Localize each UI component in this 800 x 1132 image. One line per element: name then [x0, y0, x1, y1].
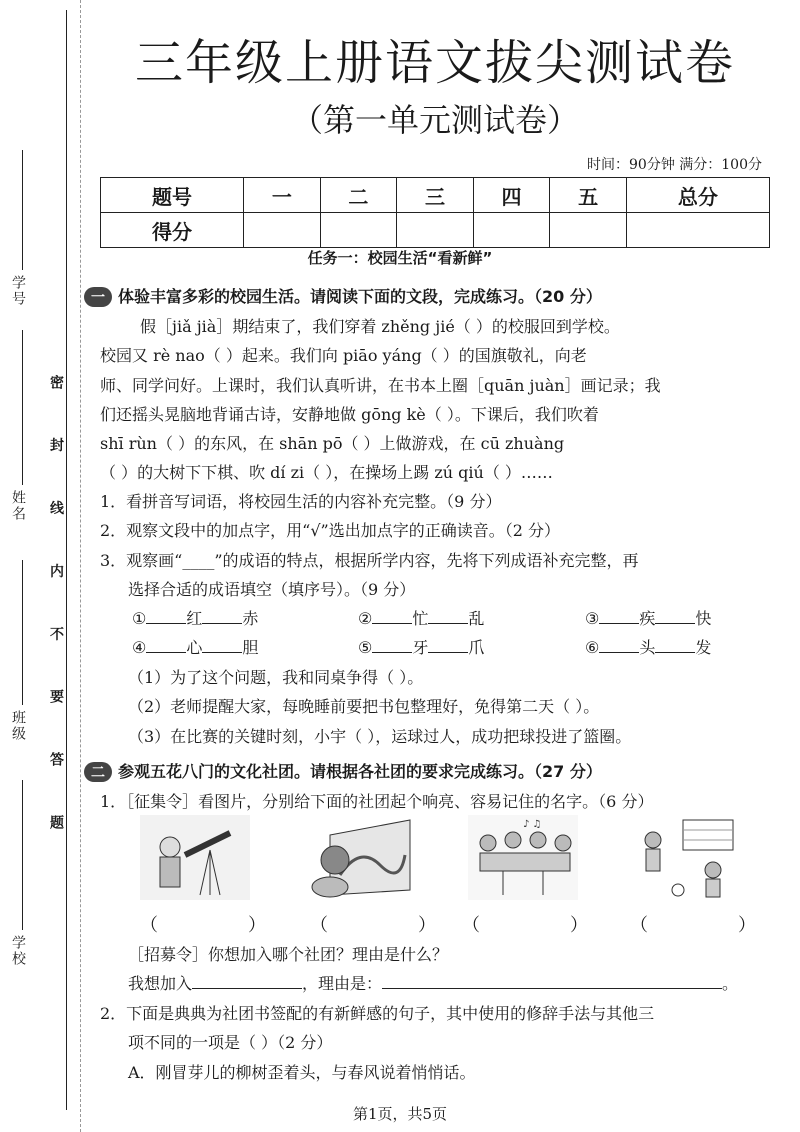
idiom-char: 乱 [468, 609, 485, 628]
idiom-blank[interactable] [428, 623, 468, 624]
football-club-image [628, 815, 738, 900]
idiom-blank[interactable] [599, 623, 639, 624]
idiom-number: ② [358, 609, 373, 628]
score-cell[interactable] [550, 213, 627, 248]
idiom-item [132, 606, 258, 629]
student-number-label: 学号 [10, 275, 26, 307]
club-name-blank-2[interactable]: （ ） [310, 915, 436, 936]
school-label: 学校 [10, 935, 26, 967]
class-label: 班级 [10, 710, 26, 742]
idiom-char: 头 [639, 638, 656, 657]
idiom-blank[interactable] [599, 652, 639, 653]
binding-rule [66, 10, 67, 1110]
task-title: 任务一：校园生活“看新鲜” [307, 249, 493, 267]
passage-line: shī rùn（ ）的东风，在 shān pō（ ）上做游戏，在 cū zhuàng [100, 434, 565, 453]
idiom-blank[interactable] [655, 652, 695, 653]
idiom-char: 牙 [412, 638, 429, 657]
question-1-3: 3．观察画“____”的成语的特点，根据所学内容，先将下列成语补充完整，再 [100, 551, 639, 570]
score-header-cell: 一 [244, 178, 321, 213]
idiom-char: 发 [695, 638, 712, 657]
section-title: 参观五花八门的文化社团。请根据各社团的要求完成练习。（27 分） [118, 762, 602, 781]
idiom-char: 胆 [242, 638, 259, 657]
score-header-cell: 总分 [626, 178, 769, 213]
reason-blank[interactable] [382, 988, 722, 989]
exam-subtitle: （第一单元测试卷） [290, 101, 579, 139]
idiom-item [358, 635, 484, 658]
idiom-char: 红 [186, 609, 203, 628]
question-1-1: 1．看拼音写词语，将校园生活的内容补充完整。（9 分） [100, 492, 502, 511]
choir-club-image [468, 815, 578, 900]
idiom-number: ③ [585, 609, 600, 628]
question-2-1: 1．［征集令］看图片，分别给下面的社团起个响亮、容易记住的名字。（6 分） [100, 792, 654, 811]
score-header-cell: 二 [320, 178, 397, 213]
score-cell[interactable] [626, 213, 769, 248]
idiom-blank[interactable] [146, 623, 186, 624]
idiom-blank[interactable] [428, 652, 468, 653]
score-header-cell: 五 [550, 178, 627, 213]
class-field[interactable] [22, 560, 23, 705]
question-2-2-cont: 项不同的一项是（ ）（2 分） [128, 1033, 333, 1052]
option-a: A．刚冒芽儿的柳树歪着头，与春风说着悄悄话。 [128, 1063, 476, 1082]
score-cell[interactable] [244, 213, 321, 248]
idiom-char: 快 [695, 609, 712, 628]
question-1-2: 2．观察文段中的加点字，用“√”选出加点字的正确读音。（2 分） [100, 521, 561, 540]
score-cell[interactable] [397, 213, 474, 248]
score-header-cell: 四 [473, 178, 550, 213]
idiom-blank[interactable] [655, 623, 695, 624]
join-prefix: 我想加入 [128, 974, 193, 993]
idiom-item [358, 606, 484, 629]
score-cell[interactable] [320, 213, 397, 248]
idiom-item [132, 635, 258, 658]
section-number: 一 [84, 287, 112, 307]
idiom-char: 心 [186, 638, 203, 657]
join-end: 。 [722, 974, 739, 993]
name-label: 姓名 [10, 490, 26, 522]
club-choice-blank[interactable] [192, 988, 302, 989]
passage-line: 校园又 rè nao（ ）起来。我们向 piāo yáng（ ）的国旗敬礼，向老 [100, 346, 587, 365]
idiom-char: 赤 [242, 609, 259, 628]
passage-line: 们还摇头晃脑地背诵古诗，安静地做 gōng kè（ ）。下课后，我们吹着 [100, 405, 599, 424]
club-name-blank-3[interactable]: （ ） [462, 915, 588, 936]
section-2-heading [84, 759, 602, 782]
idiom-item [585, 606, 711, 629]
idiom-blank[interactable] [146, 652, 186, 653]
name-field[interactable] [22, 330, 23, 485]
score-table-header [101, 178, 770, 213]
passage-line: 假［jiǎ jià］期结束了，我们穿着 zhěng jié（ ）的校服回到学校。 [140, 317, 620, 336]
svg-text:♪ ♫: ♪ ♫ [523, 819, 542, 830]
fill-sentence: （1）为了这个问题，我和同桌争得（ ）。 [128, 668, 424, 687]
idiom-blank[interactable] [372, 652, 412, 653]
question-1-3-cont: 选择合适的成语填空（填序号）。（9 分） [128, 580, 416, 599]
score-cell[interactable] [473, 213, 550, 248]
idiom-blank[interactable] [202, 623, 242, 624]
idiom-number: ⑤ [358, 638, 373, 657]
seal-warning: 密 封 线 内 不 要 答 题 [48, 375, 64, 852]
section-title: 体验丰富多彩的校园生活。请阅读下面的文段，完成练习。（20 分） [118, 287, 602, 306]
section-number: 二 [84, 762, 112, 782]
score-header-cell: 题号 [101, 178, 244, 213]
club-name-blank-4[interactable]: （ ） [630, 915, 756, 936]
passage-line: （ ）的大树下下棋、吹 dí zi（ ），在操场上踢 zú qiú（ ）…… [100, 463, 553, 482]
idiom-blank[interactable] [372, 623, 412, 624]
club-name-blank-1[interactable]: （ ） [140, 915, 266, 936]
idiom-blank[interactable] [202, 652, 242, 653]
question-2-2: 2．下面是典典为社团书签配的有新鲜感的句子，其中使用的修辞手法与其他三 [100, 1004, 655, 1023]
recruit-prompt: ［招募令］你想加入哪个社团？理由是什么？ [128, 945, 449, 964]
school-field[interactable] [22, 780, 23, 930]
fill-sentence: （2）老师提醒大家，每晚睡前要把书包整理好，免得第二天（ ）。 [128, 697, 600, 716]
score-table [100, 177, 770, 248]
passage-line: 师、同学问好。上课时，我们认真听讲，在书本上圈［quān juàn］画记录；我 [100, 376, 661, 395]
section-1-heading [84, 284, 602, 307]
astronomy-club-image [140, 815, 250, 900]
idiom-char: 忙 [412, 609, 429, 628]
binding-dashed-line [80, 0, 81, 1132]
page-footer: 第1页，共5页 [352, 1105, 448, 1123]
join-sentence [128, 971, 738, 994]
idiom-item [585, 635, 711, 658]
join-middle: ，理由是： [302, 974, 383, 993]
painting-club-image [300, 815, 415, 900]
time-info: 时间：90分钟 满分：100分 [587, 157, 762, 173]
score-row-label: 得分 [101, 213, 244, 248]
idiom-number: ① [132, 609, 147, 628]
idiom-number: ④ [132, 638, 147, 657]
idiom-char: 爪 [468, 638, 485, 657]
idiom-char: 疾 [639, 609, 656, 628]
idiom-number: ⑥ [585, 638, 600, 657]
score-header-cell: 三 [397, 178, 474, 213]
fill-sentence: （3）在比赛的关键时刻，小宇（ ），运球过人，成功把球投进了篮圈。 [128, 727, 632, 746]
score-table-row [101, 213, 770, 248]
exam-title: 三年级上册语文拔尖测试卷 [134, 35, 735, 91]
